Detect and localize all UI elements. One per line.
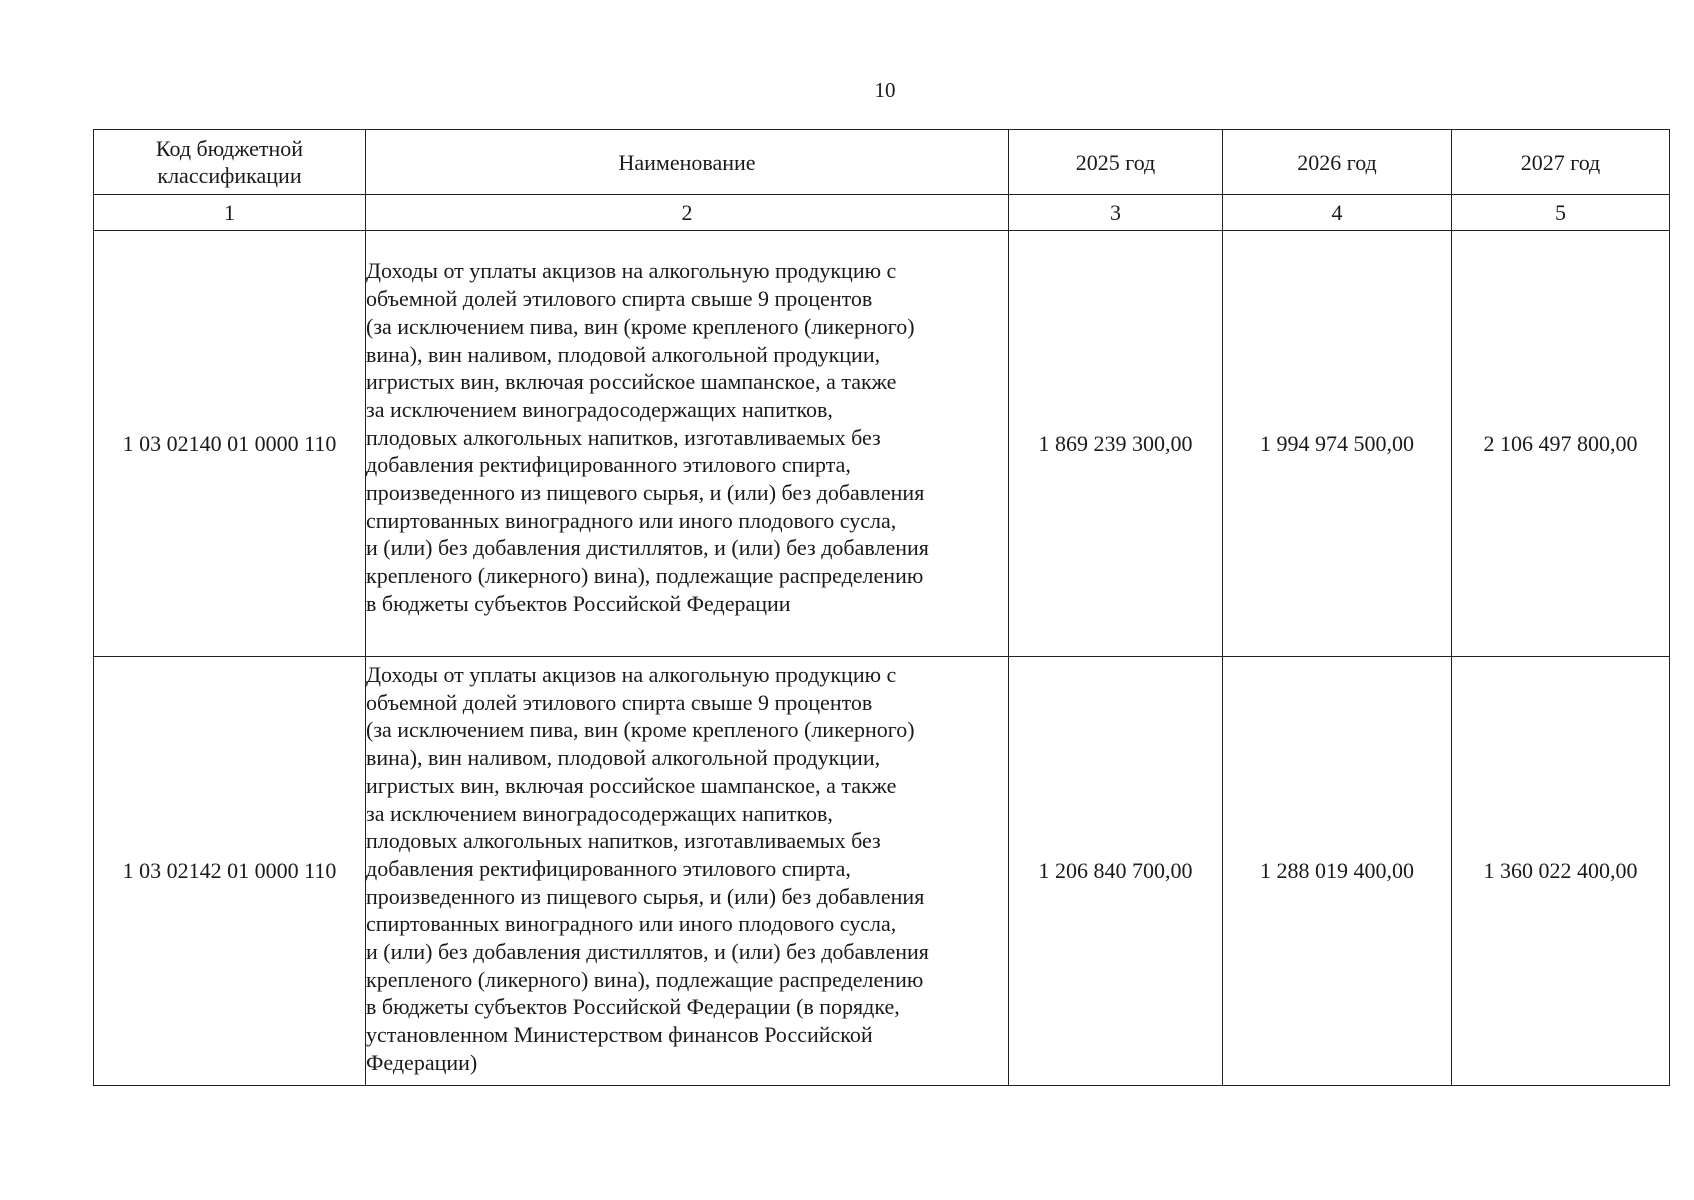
table-row — [94, 657, 1670, 1086]
table-header-row — [94, 130, 1670, 195]
amount-2026-cell: 1 288 019 400,00 — [1223, 657, 1452, 1086]
amount-2027-cell: 2 106 497 800,00 — [1452, 231, 1670, 657]
budget-code-cell: 1 03 02140 01 0000 110 — [94, 231, 366, 657]
amount-2025-cell: 1 206 840 700,00 — [1009, 657, 1223, 1086]
column-number: 2 — [366, 195, 1009, 231]
header-2025: 2025 год — [1009, 130, 1223, 195]
amount-2026-cell: 1 994 974 500,00 — [1223, 231, 1452, 657]
amount-2025-cell: 1 869 239 300,00 — [1009, 231, 1223, 657]
budget-table — [93, 129, 1670, 1086]
column-number: 3 — [1009, 195, 1223, 231]
table-row — [94, 231, 1670, 657]
header-name: Наименование — [366, 130, 1009, 195]
column-number: 1 — [94, 195, 366, 231]
column-number: 4 — [1223, 195, 1452, 231]
income-name-cell: Доходы от уплаты акцизов на алкогольную продукцию с объемной долей этилового спирта свыше 9 процентов (за исключением пива, вин (кроме крепленого (ликерного) вина), вин наливом, плодовой алкогольной продукции, игристых вин, включая российское шампанское, а также за исключением виноградосодержащих напитков, плодовых алкогольных напитков, изготавливаемых без добавления ректифицированного этилового спирта, произведенного из пищевого сырья, и (или) без добавления спиртованных виноградного или иного плодового сусла, и (или) без добавления дистиллятов, и (или) без добавления крепленого (ликерного) вина), подлежащие распределению в бюджеты субъектов Российской Федерации (в порядке, установленном Министерством финансов Российской Федерации) — [366, 657, 1009, 1086]
header-budget-code: Код бюджетной классификации — [94, 130, 366, 195]
header-2027: 2027 год — [1452, 130, 1670, 195]
income-name-cell: Доходы от уплаты акцизов на алкогольную продукцию с объемной долей этилового спирта свыше 9 процентов (за исключением пива, вин (кроме крепленого (ликерного) вина), вин наливом, плодовой алкогольной продукции, игристых вин, включая российское шампанское, а также за исключением виноградосодержащих напитков, плодовых алкогольных напитков, изготавливаемых без добавления ректифицированного этилового спирта, произведенного из пищевого сырья, и (или) без добавления спиртованных виноградного или иного плодового сусла, и (или) без добавления дистиллятов, и (или) без добавления крепленого (ликерного) вина), подлежащие распределению в бюджеты субъектов Российской Федерации — [366, 231, 1009, 657]
page-number: 10 — [874, 78, 896, 102]
column-number-row — [94, 195, 1670, 231]
amount-2027-cell: 1 360 022 400,00 — [1452, 657, 1670, 1086]
header-2026: 2026 год — [1223, 130, 1452, 195]
column-number: 5 — [1452, 195, 1670, 231]
budget-code-cell: 1 03 02142 01 0000 110 — [94, 657, 366, 1086]
